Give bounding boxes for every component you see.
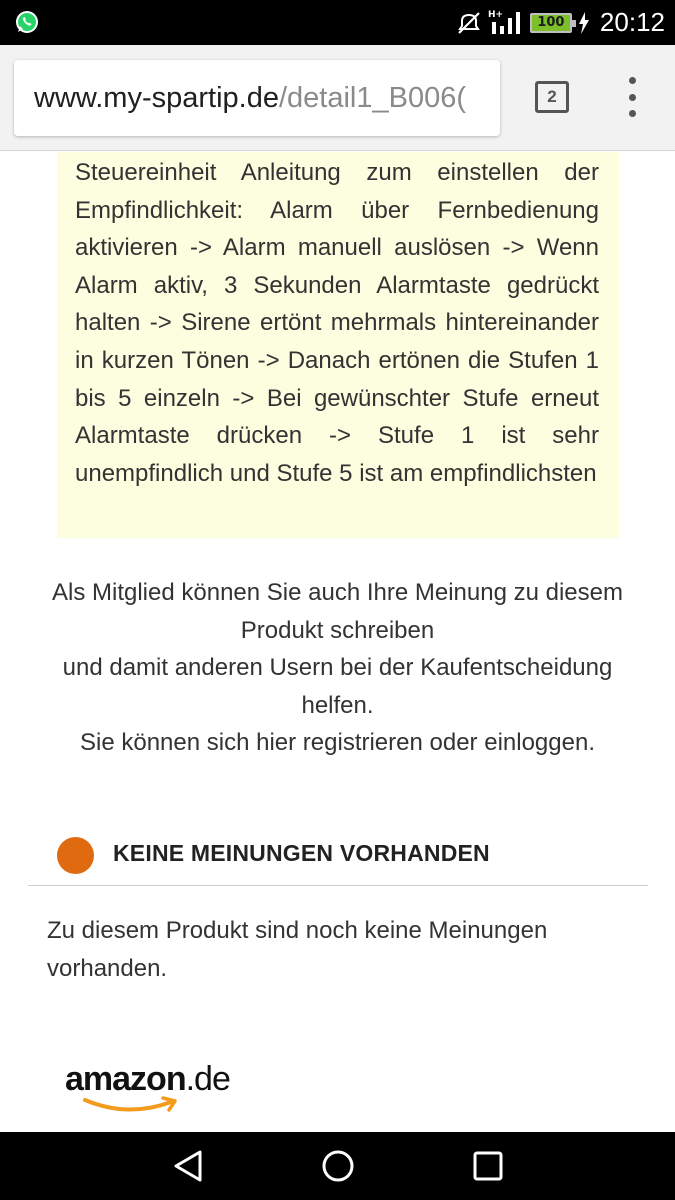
menu-dot [629,110,636,117]
back-icon[interactable] [170,1148,206,1184]
description-text: Steuereinheit Anleitung zum einstellen der Empfindlichkeit: Alarm über Fernbedienung aktivieren -> Alarm manuell auslösen -> Wenn Alarm aktiv, 3 Sekunden Alarmtaste gedrückt halten -> Sirene ertönt mehrmals hintereinander in kurzen Tönen -> Danach ertönen die Stufen 1 bis 5 einzeln -> Bei gewünschter Stufe erneut Alarmtaste drücken -> Stufe 1 ist sehr unempfindlich und Stufe 5 ist am empfindlichsten [75,159,599,487]
home-icon[interactable] [320,1148,356,1184]
whatsapp-icon [14,9,40,35]
mute-icon [456,10,482,36]
register-login-link[interactable]: Sie können sich hier registrieren oder einloggen. [80,729,595,757]
battery-icon [530,13,572,33]
menu-dot [629,77,636,84]
address-bar[interactable] [14,60,500,136]
page-content [0,152,675,1132]
recents-icon[interactable] [470,1148,506,1184]
status-icons [456,0,665,45]
member-info-line: Als Mitglied können Sie auch Ihre Meinung zu diesem Produkt schreiben [52,579,623,644]
no-reviews-text: Zu diesem Produkt sind noch keine Meinungen vorhanden. [47,917,548,982]
status-bar [0,0,675,45]
overflow-menu-button[interactable] [622,77,642,117]
charging-icon [578,12,590,34]
member-info-line: und damit anderen Usern bei der Kaufentscheidung helfen. [62,654,613,719]
url-path: /detail1_B006( [278,82,466,114]
tab-switcher-button[interactable] [535,81,569,113]
amazon-logo-word: amazon [65,1060,186,1098]
description-note [57,152,619,538]
menu-dot [629,94,636,101]
url-domain: www.my-spartip.de [34,82,279,114]
browser-toolbar [0,45,675,151]
member-info [40,574,635,762]
battery-level: 100 [537,15,565,30]
orange-dot-icon [57,837,94,874]
svg-text:H+: H+ [487,9,503,20]
clock: 20:12 [599,7,665,37]
navigation-bar [0,1132,675,1200]
reviews-section-header [28,830,648,886]
signal-icon [488,8,524,38]
amazon-logo[interactable] [65,1060,265,1120]
amazon-logo-tld: .de [185,1060,230,1098]
tab-count-label: 2 [547,87,557,106]
amazon-smile-icon [83,1096,183,1116]
section-title: KEINE MEINUNGEN VORHANDEN [113,840,490,866]
